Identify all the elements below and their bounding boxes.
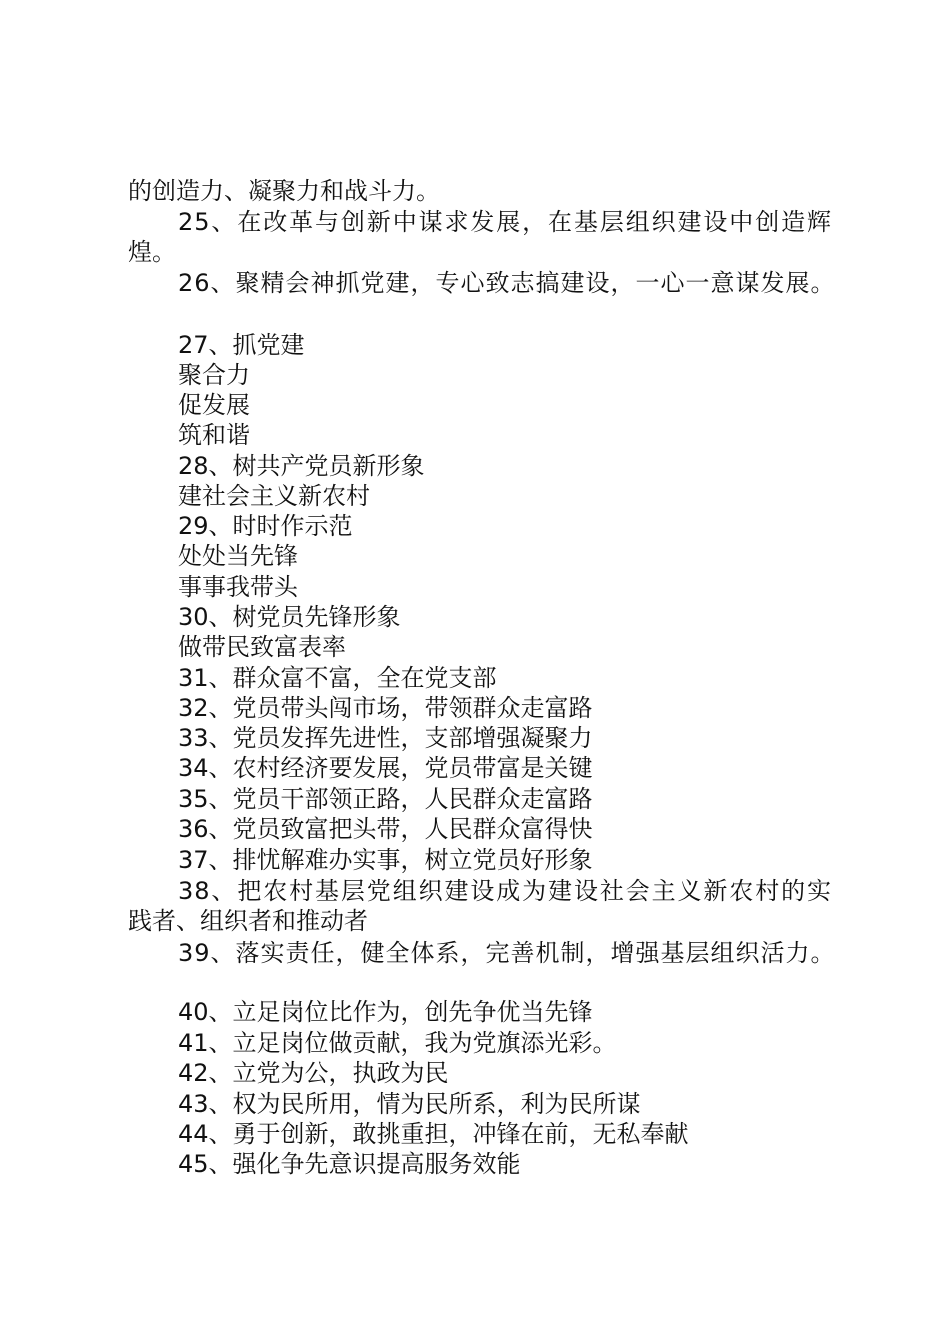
text-line-17: 32、党员带头闯市场，带领群众走富路 xyxy=(178,694,593,722)
text-line-10: 建社会主义新农村 xyxy=(178,482,370,510)
text-line-14: 30、树党员先锋形象 xyxy=(178,603,401,631)
text-line-11: 29、时时作示范 xyxy=(178,512,353,540)
text-line-5: 27、抓党建 xyxy=(178,331,305,359)
text-line-7: 促发展 xyxy=(178,391,250,419)
text-line-26: 40、立足岗位比作为，创先争优当先锋 xyxy=(178,998,593,1026)
text-line-23: 38、把农村基层党组织建设成为建设社会主义新农村的实 xyxy=(178,877,832,905)
text-line-15: 做带民致富表率 xyxy=(178,633,346,661)
text-line-4: 26、聚精会神抓党建，专心致志搞建设，一心一意谋发展。 xyxy=(178,269,836,297)
text-line-30: 44、勇于创新，敢挑重担，冲锋在前，无私奉献 xyxy=(178,1120,689,1148)
text-line-18: 33、党员发挥先进性，支部增强凝聚力 xyxy=(178,724,593,752)
text-line-6: 聚合力 xyxy=(178,361,250,389)
text-line-2: 25、在改革与创新中谋求发展，在基层组织建设中创造辉 xyxy=(178,208,832,236)
text-line-16: 31、群众富不富，全在党支部 xyxy=(178,664,497,692)
text-line-24: 践者、组织者和推动者 xyxy=(128,907,368,935)
text-line-27: 41、立足岗位做贡献，我为党旗添光彩。 xyxy=(178,1029,617,1057)
text-line-21: 36、党员致富把头带，人民群众富得快 xyxy=(178,815,593,843)
text-line-9: 28、树共产党员新形象 xyxy=(178,452,425,480)
text-line-8: 筑和谐 xyxy=(178,421,250,449)
text-line-3: 煌。 xyxy=(128,238,176,266)
text-line-13: 事事我带头 xyxy=(178,573,298,601)
text-line-31: 45、强化争先意识提高服务效能 xyxy=(178,1150,521,1178)
text-line-12: 处处当先锋 xyxy=(178,542,298,570)
text-line-29: 43、权为民所用，情为民所系，利为民所谋 xyxy=(178,1090,641,1118)
text-line-19: 34、农村经济要发展，党员带富是关键 xyxy=(178,754,593,782)
text-line-20: 35、党员干部领正路，人民群众走富路 xyxy=(178,785,593,813)
text-line-22: 37、排忧解难办实事，树立党员好形象 xyxy=(178,846,593,874)
text-line-28: 42、立党为公，执政为民 xyxy=(178,1059,449,1087)
text-line-25: 39、落实责任，健全体系，完善机制，增强基层组织活力。 xyxy=(178,939,836,967)
text-line-1: 的创造力、凝聚力和战斗力。 xyxy=(128,177,440,205)
